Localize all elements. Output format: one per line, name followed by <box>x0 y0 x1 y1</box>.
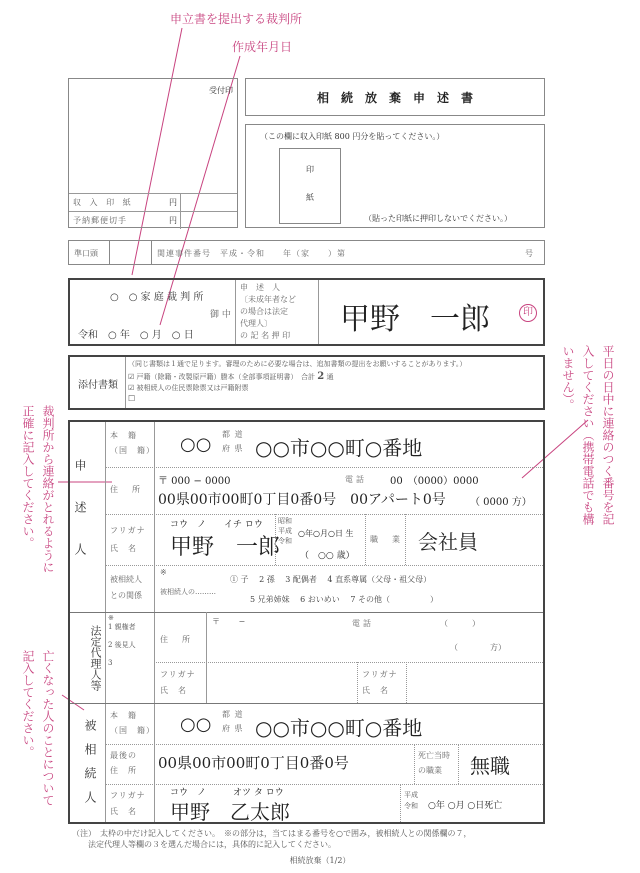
agent-address-label: 住 所 <box>160 635 193 644</box>
deceased-name: 甲野 乙太郎 <box>170 800 290 824</box>
relation-label: 被相続人 との関係 <box>110 575 142 600</box>
receipt-box <box>68 78 238 228</box>
attachment-count: 2 <box>317 371 325 382</box>
applicant-section-label: 申述人 <box>73 459 87 585</box>
related-case-label: 関連事件番号 平成・令和 年（家 ）第 <box>157 249 346 258</box>
deceased-address-label: 最後の 住 所 <box>110 751 137 775</box>
annotation-phone: 平日の日中に連絡のつく番号を記入してください（携帯電話でも構いません）。 <box>561 345 615 525</box>
applicant-age: （ ○○ 歳） <box>300 551 355 561</box>
yen-label: 円 <box>169 216 177 225</box>
agent-phone: （ ） <box>440 619 480 628</box>
applicant-kata: （ 0000 方） <box>470 497 532 508</box>
todofuken-label: 都 道 府 県 <box>222 430 244 453</box>
receipt-label: 受付印 <box>209 86 233 95</box>
deceased-era: 平成 令和 <box>404 791 418 810</box>
attachments-note: （同じ書類は１通で足ります。審理のために必要な場合は、追加書類の提出をお願いすることがあります。） <box>128 360 467 368</box>
case-number-row <box>68 240 545 265</box>
deceased-name-label: フリガナ 氏 名 <box>110 791 146 816</box>
stamp-box: 印 紙 <box>279 148 341 224</box>
deceased-address: 00県00市00町0丁目0番0号 <box>158 754 349 772</box>
court-name: ○ ○ 家 庭 裁 判 所 <box>110 292 204 303</box>
page-number: 相続放棄（1/2） <box>289 856 351 865</box>
deceased-honseki-label: 本 籍 （国 籍） <box>110 711 155 735</box>
footer-note: （注） 太枠の中だけ記入してください。 ※の部分は，当てはまる番号を○で囲み，被相続人との関係欄の７， 法定代理人等欄の３を選んだ場合には，具体的に記入してください。 <box>72 829 472 849</box>
attachment-unit: 通 <box>326 373 334 381</box>
applicant-honseki-pref: ○○ <box>180 434 212 455</box>
go-label: 号 <box>525 249 536 258</box>
applicant-birth: ○年○月○日 生 <box>298 529 354 538</box>
applicant-postal: 〒 000 − 0000 <box>158 476 231 487</box>
postage-label: 予納郵便切手 <box>73 216 127 225</box>
annotation-date: 作成年月日 <box>232 40 293 54</box>
filing-date: 令和 ○ 年 ○ 月 ○ 日 <box>78 330 194 341</box>
annotation-court: 申立書を提出する裁判所 <box>170 12 303 26</box>
applicant-furigana: コウ ノ イチ ロウ <box>170 520 263 530</box>
applicant-address-label: 住 所 <box>110 485 143 494</box>
attachment-item-2[interactable]: ☑ 被相続人の住民票除票又は戸籍附票 <box>128 384 249 392</box>
attachments-box <box>68 355 545 410</box>
agent-name-label: フリガナ 氏 名 <box>160 670 196 695</box>
stamp-warning: （貼った印紙に押印しないでください。） <box>364 214 512 223</box>
stamp-area <box>245 124 545 228</box>
applicant-phone: 00 （0000）0000 <box>390 476 479 487</box>
applicant-job: 会社員 <box>418 530 478 554</box>
oral-label: 準口頭 <box>74 249 98 258</box>
attachments-label: 添付書類 <box>78 380 118 391</box>
onchu-label: 御 中 <box>210 310 231 320</box>
annotation-deceased: 亡くなった人のことについて記入してください。 <box>21 650 55 806</box>
applicant-honseki-label: 本 籍 （国 籍） <box>110 431 155 455</box>
agent-section-label: 法定代理人等 <box>89 625 102 691</box>
stamp-note: （この欄に収入印紙 800 円分を貼ってください。） <box>260 132 445 141</box>
job-label: 職 業 <box>370 535 403 544</box>
applicant-address: 00県00市00町0丁目0番0号 00アパート0号 <box>158 492 446 508</box>
applicant-honseki: ○○市○○町○番地 <box>255 436 423 460</box>
deceased-job-label: 死亡当時 の職業 <box>418 751 450 775</box>
main-table: 申述人 本 籍 （国 籍） ○○ 都 道 府 県 ○○市○○町○番地 住 所 〒 000 − 0000 電話 00 （0000）0000 00県00市00町0丁目0番0号 00アパート0号 （ 0000 方） フリガナ 氏 名 コウ ノ イチ ロウ 甲野 一郎 昭和 平成 令和 ○年○月○日 生 （ ○○ 歳） 職 業 会社員 被相続人 との関係 ※ 被相続人の……… ① 子 2 孫 3 配偶者 4 直系尊属（父母・祖父母） 5 兄弟姉妹 6 おいめい 7 その他（ ） 法定代理人等 ※ 1 親権者 2 後見人 3 住 所 〒 − 電話 （ ） （ 方） フリガナ 氏 名 フリガナ 氏 名 被相続人 本 籍 （国 籍） ○○ 都 道 府 県 ○○市○○町○番地 最後の 住 所 00県00市00町0丁目0番0号 死亡当時 の職業 無職 フリガナ 氏 名 コウ ノ オツ タ ロウ 甲野 乙太郎 平成 令和 ○年 ○月 ○日死亡 <box>68 420 545 824</box>
revenue-stamp-label: 収 入 印 紙 <box>73 198 134 207</box>
phone-label: 電話 <box>345 475 367 484</box>
agent-postal: 〒 − <box>212 617 246 626</box>
relation-prefix: 被相続人の……… <box>160 588 216 596</box>
attachment-item-1-label: ☑ 戸籍（除籍・改製原戸籍）謄本（全部事項証明書） 合計 <box>128 373 315 381</box>
seal-icon: 印 <box>519 304 537 322</box>
agent-phone-label: 電話 <box>352 619 374 628</box>
applicant-name-label: フリガナ 氏 名 <box>110 526 146 553</box>
todofuken-label: 都 道 府 県 <box>222 710 244 733</box>
applicant-era: 昭和 平成 令和 <box>278 517 292 545</box>
attachment-item-1[interactable] <box>128 371 333 382</box>
applicant-sign-label: 申 述 人 〔未成年者など の場合は法定 代理人〕 の 記 名 押 印 <box>240 283 296 340</box>
agent-types[interactable]: ※ 1 親権者 2 後見人 3 <box>108 614 136 667</box>
signature: 甲野 一郎 <box>340 302 490 337</box>
deceased-section-label: 被相続人 <box>83 719 97 815</box>
agent-name-label-2: フリガナ 氏 名 <box>362 670 398 695</box>
agent-kata: （ 方） <box>450 643 506 652</box>
deceased-honseki-pref: ○○ <box>180 714 212 735</box>
deceased-job: 無職 <box>470 754 510 778</box>
deceased-honseki: ○○市○○町○番地 <box>255 716 423 740</box>
deceased-furigana: コウ ノ オツ タ ロウ <box>170 788 284 798</box>
yen-label: 円 <box>169 198 177 207</box>
attachment-item-3[interactable]: ☐ <box>128 394 136 403</box>
annotation-contact: 裁判所から連絡がとれるように正確に記入してください。 <box>21 405 55 573</box>
applicant-name: 甲野 一郎 <box>170 535 281 560</box>
deceased-death-date: ○年 ○月 ○日死亡 <box>428 801 503 811</box>
court-signature-box <box>68 278 545 346</box>
page-title: 相 続 放 棄 申 述 書 <box>245 78 545 116</box>
relation-options-2[interactable]: 5 兄弟姉妹 6 おいめい 7 その他（ ） <box>250 595 438 604</box>
relation-options-1[interactable]: ① 子 2 孫 3 配偶者 4 直系尊属（父母・祖父母） <box>230 575 432 584</box>
